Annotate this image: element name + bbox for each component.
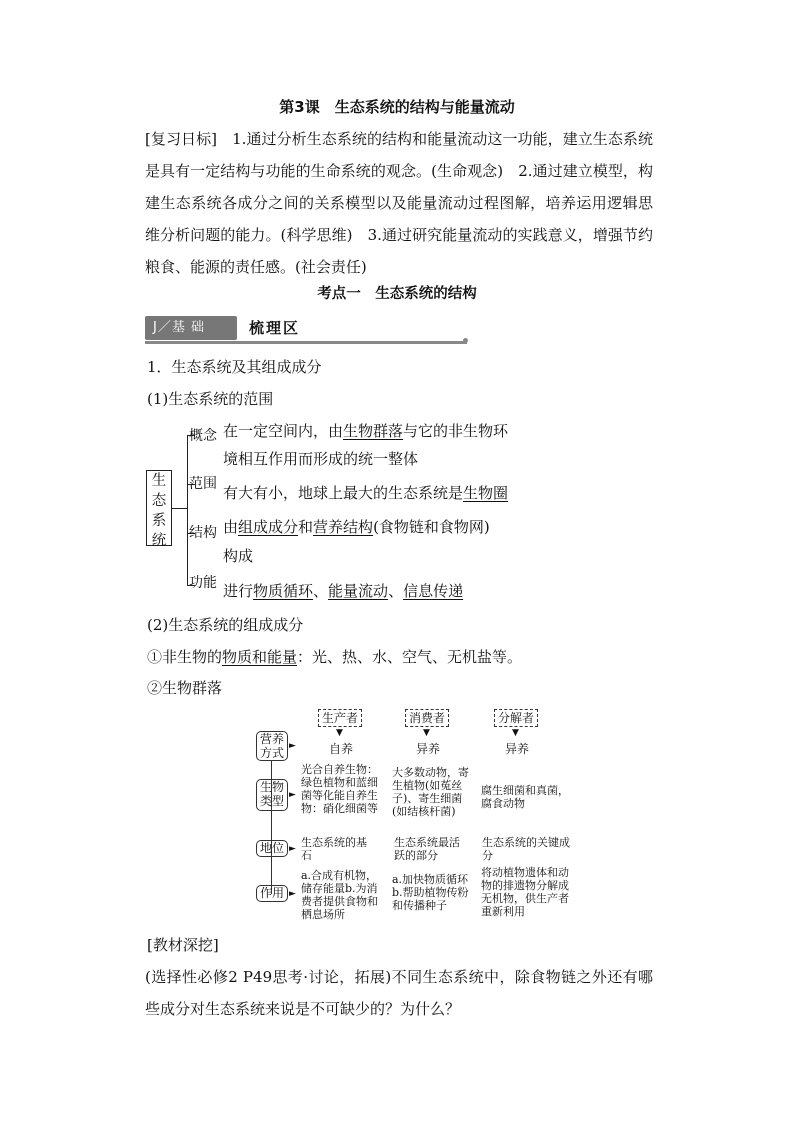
row-role: 作用: [256, 885, 288, 902]
nutrition-decomposer: 异养: [505, 742, 530, 756]
root-char: 态: [151, 493, 167, 509]
nutrition-consumer: 异养: [416, 742, 441, 756]
structure-pre: 由: [223, 518, 239, 536]
function-sep: 、: [313, 582, 329, 600]
concept-underlined: 生物群落: [343, 422, 404, 440]
role-decomposer: 将动植物遗体和动物的排遗物分解成无机物，供生产者重新利用: [481, 866, 569, 918]
bio-heading: ②生物群落: [147, 679, 223, 697]
nutrition-producer: 自养: [329, 742, 354, 756]
lesson-title: 第3课 生态系统的结构与能量流动: [279, 98, 515, 116]
col-decomposer: 分解者: [494, 709, 538, 727]
concept-post: 与它的非生物环: [403, 422, 509, 440]
banner-text: 梳理区: [249, 319, 301, 337]
basics-banner: [145, 316, 467, 342]
nonbio-line: [147, 646, 522, 667]
down-arrow-icon: ▼: [512, 728, 519, 738]
heading-1: 1．生态系统及其组成成分: [147, 358, 322, 376]
role-producer: a.合成有机物，储存能量b.为消费者提供食物和栖息场所: [301, 869, 378, 921]
concept-label: 概念: [189, 428, 217, 444]
col-consumer: 消费者: [405, 709, 449, 727]
right-arrow-icon: ►: [289, 741, 296, 751]
bracket-connector: [171, 508, 187, 509]
row-types: 生物类型: [256, 779, 288, 811]
row-nutrition: 营养方式: [256, 731, 288, 761]
structure-line2: 构成: [223, 547, 254, 565]
sub-heading-components: (2)生态系统的组成成分: [147, 616, 304, 634]
range-label: 范围: [189, 476, 217, 492]
concept-text: [223, 420, 508, 441]
range-underlined: 生物圈: [463, 484, 509, 502]
status-consumer: 生态系统最活跃的部分: [394, 836, 460, 862]
types-consumer: 大多数动物，寄生植物(如菟丝子)、寄生细菌(如结核杆菌): [392, 766, 469, 818]
status-decomposer: 生态系统的关键成分: [482, 836, 570, 862]
concept-line2: 境相互作用而形成的统一整体: [223, 450, 419, 468]
bracket-spine: [187, 435, 188, 585]
textbook-question: (选择性必修2 P49思考·讨论，拓展)不同生态系统中，除食物链之外还有哪些成分对生态系统来说是不可缺少的？为什么？: [145, 968, 653, 1018]
structure-post: (食物链和食物网): [373, 518, 490, 536]
structure-text: [223, 516, 490, 537]
section-heading: 考点一 生态系统的结构: [317, 286, 477, 302]
right-arrow-icon: ►: [289, 889, 296, 899]
types-producer: 光合自养生物：绿色植物和蓝细菌等化能自养生物：硝化细菌等: [301, 763, 378, 815]
scope-root-box: [146, 470, 172, 549]
range-text: [223, 482, 508, 503]
structure-label: 结构: [189, 525, 217, 541]
right-arrow-icon: ►: [289, 790, 296, 800]
nonbio-pre: ①非生物的: [147, 648, 223, 666]
structure-mid: 和: [298, 518, 314, 536]
sub-heading-scope: (1)生态系统的范围: [147, 390, 274, 408]
down-arrow-icon: ▼: [423, 728, 430, 738]
root-char: 生: [151, 473, 167, 489]
goals-label: [复习日标]: [145, 130, 217, 148]
root-char: 统: [151, 533, 167, 549]
function-text: [223, 580, 463, 601]
col-producer: 生产者: [318, 709, 362, 727]
structure-underlined-1: 组成成分: [238, 518, 299, 536]
types-decomposer: 腐生细菌和真菌，腐食动物: [481, 784, 569, 810]
row-status: 地位: [256, 840, 288, 857]
structure-underlined-2: 营养结构: [313, 518, 374, 536]
right-arrow-icon: ►: [289, 844, 296, 854]
range-pre: 有大有小，地球上最大的生态系统是: [223, 484, 464, 502]
role-consumer: a.加快物质循环b.帮助植物传粉和传播种子: [392, 873, 469, 912]
function-label: 功能: [189, 575, 217, 591]
status-producer: 生态系统的基石: [301, 836, 367, 862]
function-underlined-3: 信息传递: [403, 582, 464, 600]
textbook-label: [教材深挖]: [147, 936, 219, 954]
nonbio-post: ：光、热、水、空气、无机盐等。: [297, 648, 523, 666]
concept-pre: 在一定空间内，由: [223, 422, 344, 440]
function-pre: 进行: [223, 582, 254, 600]
root-char: 系: [151, 513, 167, 529]
function-underlined-2: 能量流动: [328, 582, 389, 600]
nonbio-underlined: 物质和能量: [222, 648, 298, 666]
function-underlined-1: 物质循环: [253, 582, 314, 600]
function-sep: 、: [388, 582, 404, 600]
banner-box: J／基 础: [145, 316, 237, 340]
banner-rule: [145, 341, 467, 344]
banner-dot: [463, 338, 468, 343]
down-arrow-icon: ▼: [336, 728, 343, 738]
goals-text: 1.通过分析生态系统的结构和能量流动这一功能，建立生态系统是具有一定结构与功能的生命系统的观念。(生命观念) 2.通过建立模型，构建生态系统各成分之间的关系模型以及能量流动过程图解，培养运用逻辑思维分析问题的能力。(科学思维) 3.通过研究能量流动的实践意义，增强节约粮食、能源的责任感。(社会责任): [145, 130, 653, 276]
review-goals: [145, 123, 653, 283]
